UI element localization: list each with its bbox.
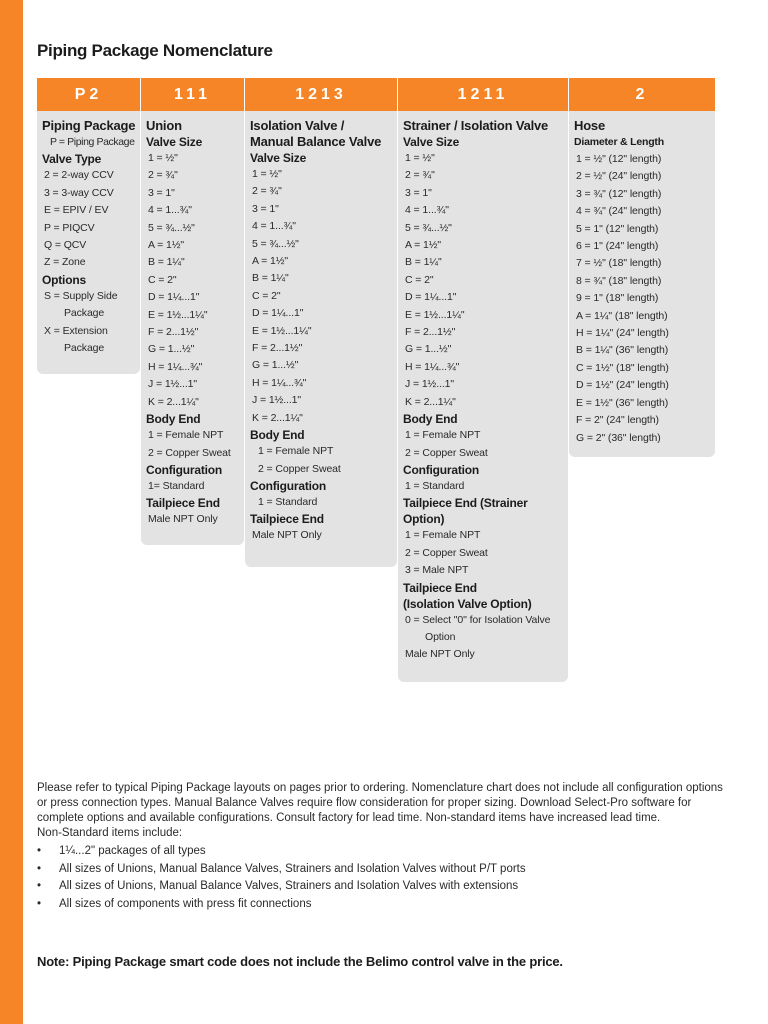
hose-sub-heading: Diameter & Length — [574, 136, 664, 148]
col-header-hose: 2 — [569, 78, 715, 111]
union-size-item: D = 1¼...1" — [148, 291, 200, 304]
nonstandard-list — [37, 843, 727, 913]
strainer-size-item: D = 1¼...1" — [405, 291, 457, 304]
isolation-body-item: 2 = Copper Sweat — [258, 462, 341, 475]
bullet-icon: • — [37, 862, 42, 875]
col-header-isolation: 1213 — [245, 78, 397, 111]
option-item: S = Supply Side — [44, 289, 118, 302]
isolation-option-tail-item-cont: Option — [425, 630, 456, 643]
union-size-item: C = 2" — [148, 273, 177, 286]
union-size-item: J = 1½...1" — [148, 378, 198, 391]
list-item — [37, 861, 727, 879]
isolation-body-heading: Body End — [250, 428, 305, 443]
union-tail-heading: Tailpiece End — [146, 496, 220, 511]
union-body-item: 1 = Female NPT — [148, 429, 224, 442]
isolation-option-tail-heading-line2: (Isolation Valve Option) — [403, 596, 532, 611]
isolation-option-tail-item: 0 = Select "0" for Isolation Valve — [405, 613, 551, 626]
valve-type-item: 3 = 3-way CCV — [44, 186, 114, 199]
list-item-text: All sizes of components with press fit connections — [59, 897, 312, 910]
col-union — [141, 111, 244, 545]
isolation-size-item: 4 = 1...¾" — [252, 220, 296, 233]
union-body-item: 2 = Copper Sweat — [148, 446, 231, 459]
strainer-tail-heading: Tailpiece End (Strainer — [403, 496, 528, 511]
isolation-size-item: A = 1½" — [252, 255, 289, 268]
col-header-strainer: 1211 — [398, 78, 568, 111]
union-size-item: 5 = ¾...½" — [148, 221, 195, 234]
list-item-text: 1¼...2" packages of all types — [59, 845, 206, 857]
isolation-size-item: G = 1...½" — [252, 359, 299, 372]
union-size-item: 3 = 1" — [148, 186, 175, 199]
col-header-p2: P2 — [37, 78, 140, 111]
union-config-heading: Configuration — [146, 462, 223, 477]
strainer-size-item: 4 = 1...¾" — [405, 204, 449, 217]
isolation-size-heading: Valve Size — [250, 151, 307, 165]
list-item — [37, 896, 727, 914]
valve-type-heading: Valve Type — [42, 152, 102, 167]
hose-item: 7 = ½" (18" length) — [576, 257, 662, 270]
isolation-config-item: 1 = Standard — [258, 495, 318, 508]
strainer-heading: Strainer / Isolation Valve — [403, 118, 549, 133]
strainer-size-item: A = 1½" — [405, 239, 442, 252]
bullet-icon: • — [37, 880, 42, 892]
hose-item: 6 = 1" (24" length) — [576, 240, 659, 253]
isolation-size-item: D = 1¼...1" — [252, 307, 304, 320]
col-isolation-valve — [245, 111, 397, 567]
footer-notes — [37, 781, 727, 913]
union-heading: Union — [146, 118, 182, 133]
union-size-item: E = 1½...1¼" — [148, 308, 208, 321]
options-heading: Options — [42, 272, 86, 287]
isolation-size-item: C = 2" — [252, 289, 281, 302]
union-size-item: F = 2...1½" — [148, 326, 199, 339]
strainer-body-item: 2 = Copper Sweat — [405, 446, 488, 459]
isolation-size-item: K = 2...1¼" — [252, 411, 303, 424]
hose-item: A = 1¼" (18" length) — [576, 309, 668, 322]
piping-package-item: P = Piping Package — [50, 136, 135, 148]
union-config-item: 1= Standard — [148, 479, 205, 492]
bullet-icon: • — [37, 897, 42, 910]
strainer-size-item: 5 = ¾...½" — [405, 221, 452, 234]
union-size-heading: Valve Size — [146, 135, 203, 149]
strainer-size-item: C = 2" — [405, 273, 434, 286]
strainer-tail-item: 1 = Female NPT — [405, 529, 481, 542]
isolation-size-item: B = 1¼" — [252, 272, 289, 285]
col-piping-package — [37, 111, 140, 374]
left-accent-bar — [0, 0, 23, 1024]
col-header-union: 111 — [141, 78, 244, 111]
nonstandard-heading: Non-Standard items include: — [37, 827, 183, 839]
strainer-tail-heading-line2: Option) — [403, 512, 445, 527]
union-size-item: H = 1¼...¾" — [148, 360, 203, 373]
isolation-size-item: 1 = ½" — [252, 168, 282, 180]
union-body-heading: Body End — [146, 412, 201, 427]
strainer-size-item: J = 1½...1" — [405, 378, 455, 391]
isolation-size-item: F = 2...1½" — [252, 342, 303, 355]
isolation-option-tail-heading: Tailpiece End — [403, 580, 477, 595]
isolation-size-item: H = 1¼...¾" — [252, 376, 307, 389]
list-item — [37, 878, 727, 896]
union-size-item: 2 = ¾" — [148, 169, 178, 182]
hose-item: 3 = ¾" (12" length) — [576, 187, 662, 200]
strainer-size-item: 2 = ¾" — [405, 169, 435, 182]
union-size-item: G = 1...½" — [148, 343, 195, 356]
hose-item: B = 1¼" (36" length) — [576, 344, 669, 357]
strainer-size-item: B = 1¼" — [405, 256, 442, 269]
union-size-item: A = 1½" — [148, 239, 185, 252]
bullet-icon: • — [37, 845, 42, 857]
hose-item: D = 1½" (24" length) — [576, 379, 669, 392]
hose-item: H = 1¼" (24" length) — [576, 327, 669, 340]
list-item — [37, 843, 727, 861]
list-item-text: All sizes of Unions, Manual Balance Valves, Strainers and Isolation Valves without P/T ports — [59, 862, 526, 875]
hose-heading: Hose — [574, 118, 605, 133]
hose-item: C = 1½" (18" length) — [576, 361, 669, 374]
isolation-size-item: 5 = ¾...½" — [252, 237, 299, 250]
valve-type-item: 2 = 2-way CCV — [44, 169, 114, 182]
strainer-tail-item: 3 = Male NPT — [405, 564, 469, 577]
hose-item: G = 2" (36" length) — [576, 431, 661, 444]
strainer-size-item: 3 = 1" — [405, 186, 432, 199]
strainer-size-item: 1 = ½" — [405, 152, 435, 164]
union-size-item: 4 = 1...¾" — [148, 204, 192, 217]
isolation-size-item: E = 1½...1¼" — [252, 324, 312, 337]
valve-type-item: E = EPIV / EV — [44, 204, 109, 217]
valve-type-item: Z = Zone — [44, 256, 86, 269]
isolation-option-tail-item: Male NPT Only — [405, 648, 475, 661]
strainer-config-heading: Configuration — [403, 462, 480, 477]
valve-type-item: P = PIQCV — [44, 221, 95, 234]
isolation-size-item: 2 = ¾" — [252, 185, 282, 198]
strainer-tail-item: 2 = Copper Sweat — [405, 546, 488, 559]
page-title: Piping Package Nomenclature — [37, 41, 273, 60]
footer-paragraph: Please refer to typical Piping Package layouts on pages prior to ordering. Nomenclature chart does not include all configuration options or press connection types. Manual Balance Valves require flow consideration for proper sizing. Download Select-Pro software for complete options and available configurations. Consult factory for lead time. Non-standard items have increased lead time. — [37, 782, 723, 824]
price-note: Note: Piping Package smart code does not include the Belimo control valve in the price. — [37, 954, 563, 969]
isolation-heading: Isolation Valve / — [250, 118, 345, 133]
strainer-size-item: F = 2...1½" — [405, 326, 456, 339]
union-size-item: B = 1¼" — [148, 256, 185, 269]
hose-item: 5 = 1" (12" length) — [576, 222, 659, 235]
strainer-config-item: 1 = Standard — [405, 479, 465, 492]
strainer-size-heading: Valve Size — [403, 135, 460, 149]
hose-item: 2 = ½" (24" length) — [576, 170, 662, 183]
piping-package-heading: Piping Package — [42, 118, 136, 133]
union-size-item: 1 = ½" — [148, 152, 178, 164]
option-item-cont: Package — [64, 342, 105, 355]
col-strainer — [398, 111, 568, 682]
strainer-size-item: G = 1...½" — [405, 343, 452, 356]
strainer-size-item: H = 1¼...¾" — [405, 360, 460, 373]
hose-item: 9 = 1" (18" length) — [576, 292, 659, 305]
option-item-cont: Package — [64, 307, 105, 320]
isolation-size-item: J = 1½...1" — [252, 394, 302, 407]
list-item-text: All sizes of Unions, Manual Balance Valves, Strainers and Isolation Valves with extensions — [59, 880, 519, 892]
hose-item: 4 = ¾" (24" length) — [576, 205, 662, 218]
hose-item: 1 = ½" (12" length) — [576, 153, 662, 165]
isolation-tail-heading: Tailpiece End — [250, 512, 324, 527]
option-item: X = Extension — [44, 324, 108, 337]
union-size-item: K = 2...1¼" — [148, 395, 199, 408]
hose-item: E = 1½" (36" length) — [576, 396, 669, 409]
hose-item: F = 2" (24" length) — [576, 414, 659, 427]
valve-type-item: Q = QCV — [44, 239, 87, 252]
hose-item: 8 = ¾" (18" length) — [576, 274, 662, 287]
col-hose — [569, 111, 715, 457]
isolation-config-heading: Configuration — [250, 478, 327, 493]
strainer-size-item: E = 1½...1¼" — [405, 308, 465, 321]
strainer-body-heading: Body End — [403, 412, 458, 427]
strainer-size-item: K = 2...1¼" — [405, 395, 456, 408]
isolation-tail-item: Male NPT Only — [252, 529, 322, 542]
isolation-body-item: 1 = Female NPT — [258, 445, 334, 458]
isolation-size-item: 3 = 1" — [252, 202, 279, 215]
strainer-body-item: 1 = Female NPT — [405, 429, 481, 442]
union-tail-item: Male NPT Only — [148, 513, 218, 526]
isolation-heading-line2: Manual Balance Valve — [250, 134, 382, 149]
